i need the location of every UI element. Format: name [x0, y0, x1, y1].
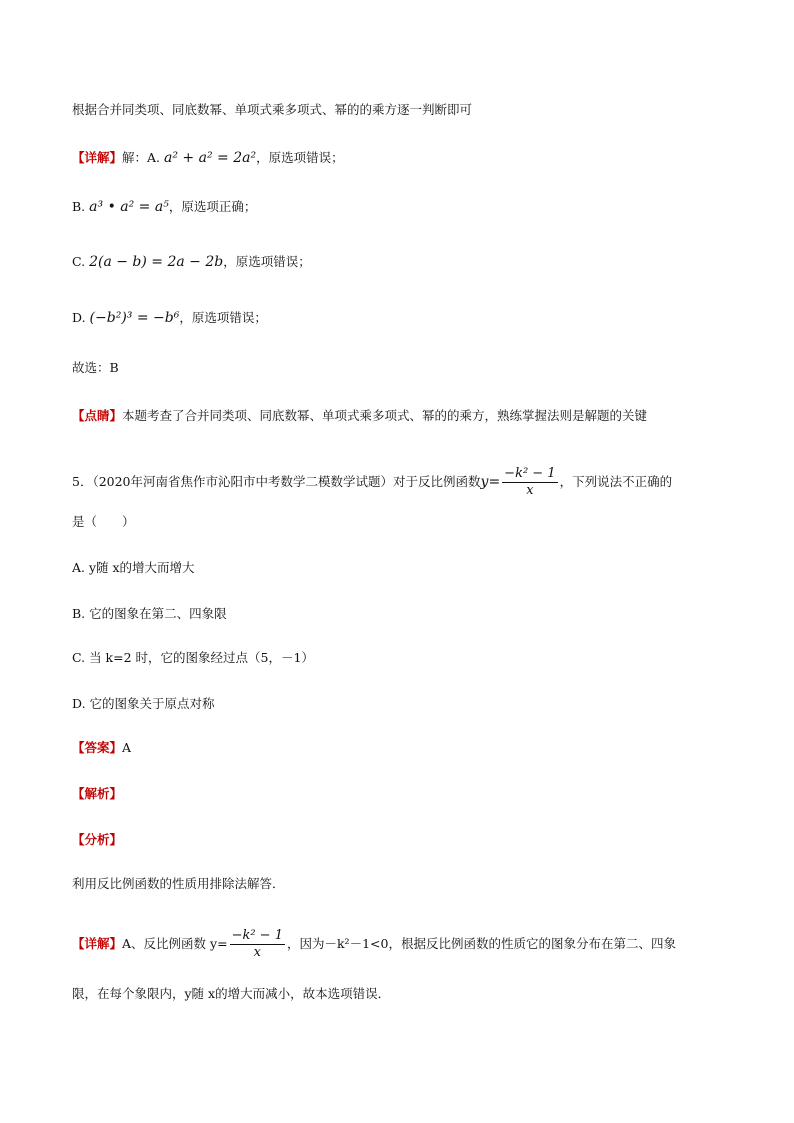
choose-line: [72, 358, 119, 378]
comment-text: 本题考查了合并同类项、同底数幂、单项式乘多项式、幂的的乘方，熟练掌握法则是解题的关键: [122, 408, 648, 423]
comment-tag: 【点睛】: [72, 408, 123, 423]
option-d-formula: (−b²)³ = −b⁶: [89, 310, 180, 326]
choice-a: [72, 558, 195, 578]
question-5-fraction: [502, 466, 557, 499]
detail-line-b: [72, 197, 256, 217]
detail-a-reason: ，因为－k²－1<0，根据反比例函数的性质它的图象分布在第二、四象: [286, 936, 676, 951]
detail-tag: 【详解】: [72, 150, 123, 165]
detail-a-stem: A、反比例函数 y=: [122, 936, 228, 951]
fraction-numerator: −k² − 1: [504, 466, 556, 481]
question-5-line2: [72, 512, 135, 532]
question-5-blank: 是（ ）: [72, 514, 135, 529]
option-c-formula: 2(a − b) = 2a − 2b: [89, 254, 224, 270]
detail-a-line: [72, 926, 676, 962]
choice-b: [72, 604, 227, 624]
option-a-formula: a² + a² = 2a²: [164, 150, 257, 166]
option-b-label: B.: [72, 199, 86, 214]
choice-c-text: C. 当 k=2 时，它的图象经过点（5，－1）: [72, 650, 314, 665]
option-c-verdict: ，原选项错误；: [223, 254, 311, 269]
jiexi-line: [72, 784, 122, 804]
question-5-stem: 5．（2020年河南省焦作市沁阳市中考数学二模数学试题）对于反比例函数: [72, 474, 481, 489]
detail-line-c: [72, 252, 311, 272]
fraction-denominator: x: [526, 483, 534, 498]
option-d-label: D.: [72, 310, 86, 325]
analysis-text: [72, 100, 472, 120]
option-b-formula: a³ • a² = a⁵: [89, 199, 169, 215]
detail-line-d: [72, 308, 267, 328]
question-5: [72, 464, 672, 500]
fenxi-tag: 【分析】: [72, 832, 123, 847]
option-d-verdict: ，原选项错误；: [179, 310, 267, 325]
detail-a-line2: [72, 984, 390, 1004]
detail-a-fraction: [230, 928, 285, 961]
analysis-line: 根据合并同类项、同底数幂、单项式乘多项式、幂的的乘方逐一判断即可: [72, 102, 473, 117]
question-5-y: y=: [480, 474, 501, 490]
detail-a-conclusion: 限，在每个象限内，y随 x的增大而减小，故本选项错误．: [72, 986, 391, 1001]
choice-d-text: D. 它的图象关于原点对称: [72, 696, 215, 711]
detail-fraction-numerator: −k² − 1: [231, 928, 283, 943]
question-5-stem-end: ，下列说法不正确的: [559, 474, 673, 489]
option-b-verdict: ，原选项正确；: [168, 199, 257, 214]
detail-fraction-denominator: x: [253, 945, 261, 960]
choice-d: [72, 694, 215, 714]
fenxi-line: [72, 830, 122, 850]
answer-line: [72, 738, 131, 758]
option-a-verdict: ，原选项错误；: [256, 150, 344, 165]
choice-b-text: B. 它的图象在第二、四象限: [72, 606, 227, 621]
answer-tag: 【答案】: [72, 740, 123, 755]
fenxi-text: 利用反比例函数的性质用排除法解答．: [72, 876, 285, 891]
choice-c: [72, 648, 314, 668]
answer-value: A: [122, 740, 132, 755]
option-c-label: C.: [72, 254, 86, 269]
choice-a-text: A. y随 x的增大而增大: [72, 560, 195, 575]
option-a-label: 解：A.: [122, 150, 161, 165]
comment-line: [72, 406, 647, 426]
detail-line-a: [72, 148, 344, 168]
detail-a-tag: 【详解】: [72, 936, 123, 951]
jiexi-tag: 【解析】: [72, 786, 123, 801]
fenxi-text-line: [72, 874, 285, 894]
choose-text: 故选：B: [72, 360, 119, 375]
